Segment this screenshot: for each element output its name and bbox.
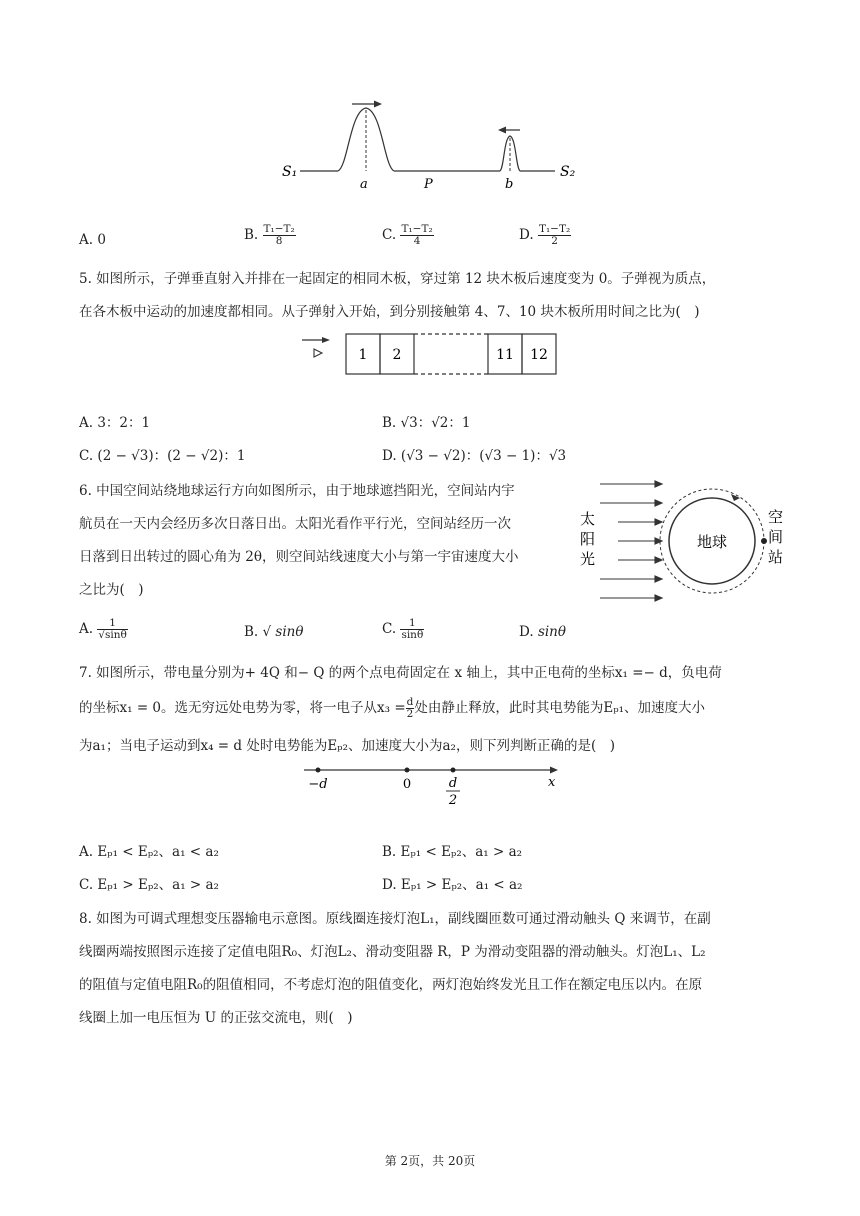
q6-earth-figure — [578, 474, 792, 608]
sun-label-1: 太 — [580, 510, 596, 528]
q8-line-4: 线圈上加一电压恒为 U 的正弦交流电，则( ) — [79, 1010, 353, 1026]
axis-label-neg-d: −d — [308, 777, 328, 792]
sun-label-2: 阳 — [580, 530, 596, 548]
q6-option-c: C. $\frac{1}{\sin\theta}$ — [382, 617, 424, 641]
q7-option-c: C. Eₚ₁ > Eₚ₂、a₁ > a₂ — [79, 877, 219, 893]
q7-line-1: 7. 如图所示，带电量分别为+ 4Q 和− Q 的两个点电荷固定在 x 轴上，其中正电荷的坐标x₁ =− d，负电荷 — [79, 665, 722, 681]
q8-line-3: 的阻值与定值电阻R₀的阻值相同，不考虑灯泡的阻值变化，两灯泡始终发光且工作在额定电压以内。在原 — [79, 977, 703, 993]
q7-option-d: D. Eₚ₁ > Eₚ₂、a₁ < a₂ — [382, 877, 523, 893]
board-12: 12 — [530, 347, 548, 363]
q4-option-c: C. $\frac{\text{T₁−T₂}}{4}$ — [382, 223, 433, 247]
q5-option-c: C. (2 − √3)：(2 − √2)：1 — [79, 448, 246, 464]
axis-label-zero: 0 — [402, 777, 412, 792]
q7-option-a: A. Eₚ₁ < Eₚ₂、a₁ < a₂ — [79, 844, 219, 860]
board-1: 1 — [358, 347, 368, 363]
page-footer: 第 2页，共 20页 — [384, 1154, 476, 1168]
q7-axis-figure — [300, 762, 562, 810]
q6-option-b: B. √ sinθ — [244, 624, 304, 640]
q6-option-a: A. $\frac{1}{√\sin\theta}$ — [79, 617, 127, 641]
q6-line-1: 6. 中国空间站绕地球运行方向如图所示，由于地球遮挡阳光，空间站内宇 — [79, 483, 515, 499]
station-label-1: 空 — [768, 508, 784, 526]
q4-option-b: B. $\frac{\text{T₁−T₂}}{8}$ — [244, 223, 295, 247]
q5-option-b: B. √3：√2：1 — [382, 415, 471, 431]
q6-line-3: 日落到日出转过的圆心角为 2θ，则空间站线速度大小与第一宇宙速度大小 — [79, 549, 519, 565]
axis-label-x: x — [548, 775, 556, 790]
q7-option-b: B. Eₚ₁ < Eₚ₂、a₁ > a₂ — [382, 844, 523, 860]
station-label-2: 间 — [768, 528, 784, 546]
q5-option-d: D. (√3 − √2)：(√3 − 1)：√3 — [382, 448, 567, 464]
axis-label-half-num: d — [448, 776, 458, 791]
q4-label-p: P — [424, 177, 433, 192]
q4-label-a: a — [360, 177, 368, 192]
q4-option-a: A. 0 — [79, 232, 106, 248]
q5-option-a: A. 3：2：1 — [79, 415, 151, 431]
q4-label-s2: S₂ — [560, 164, 576, 180]
q5-line-1: 5. 如图所示，子弹垂直射入并排在一起固定的相同木板，穿过第 12 块木板后速度变为 0。子弹视为质点， — [79, 271, 716, 287]
q4-wave-figure — [270, 96, 590, 194]
q6-line-2: 航员在一天内会经历多次日落日出。太阳光看作平行光，空间站经历一次 — [79, 516, 511, 532]
q8-line-2: 线圈两端按照图示连接了定值电阻R₀、灯泡L₂、滑动变阻器 R，P 为滑动变阻器的滑动触头。灯泡L₁、L₂ — [79, 944, 706, 960]
q4-label-b: b — [505, 177, 514, 192]
q7-line-2: 的坐标x₁ = 0。选无穷远处电势为零，将一电子从x₃ = $\frac{d}{2}$ 处由静止释放，此时其电势能为Eₚ₁、加速度大小 — [79, 696, 706, 720]
q5-line-2: 在各木板中运动的加速度都相同。从子弹射入开始，到分别接触第 4、7、10 块木板所用时间之比为( ) — [79, 304, 700, 320]
q7-line-3: 为a₁；当电子运动到x₄ = d 处时电势能为Eₚ₂、加速度大小为a₂，则下列判断正确的是( ) — [79, 738, 615, 754]
q8-line-1: 8. 如图为可调式理想变压器输电示意图。原线圈连接灯泡L₁，副线圈匝数可通过滑动触头 Q 来调节，在副 — [79, 911, 711, 927]
q4-option-d: D. $\frac{\text{T₁−T₂}}{2}$ — [519, 223, 571, 247]
board-2: 2 — [392, 347, 402, 363]
board-11: 11 — [496, 347, 514, 363]
q6-line-4: 之比为( ) — [79, 582, 144, 598]
earth-label: 地球 — [696, 533, 728, 551]
station-label-3: 站 — [768, 548, 784, 566]
q4-label-s1: S₁ — [282, 164, 298, 180]
q5-boards-figure — [300, 332, 562, 378]
axis-label-half-den: 2 — [448, 793, 458, 808]
q6-option-d: D. sinθ — [519, 624, 567, 640]
sun-label-3: 光 — [580, 550, 596, 568]
